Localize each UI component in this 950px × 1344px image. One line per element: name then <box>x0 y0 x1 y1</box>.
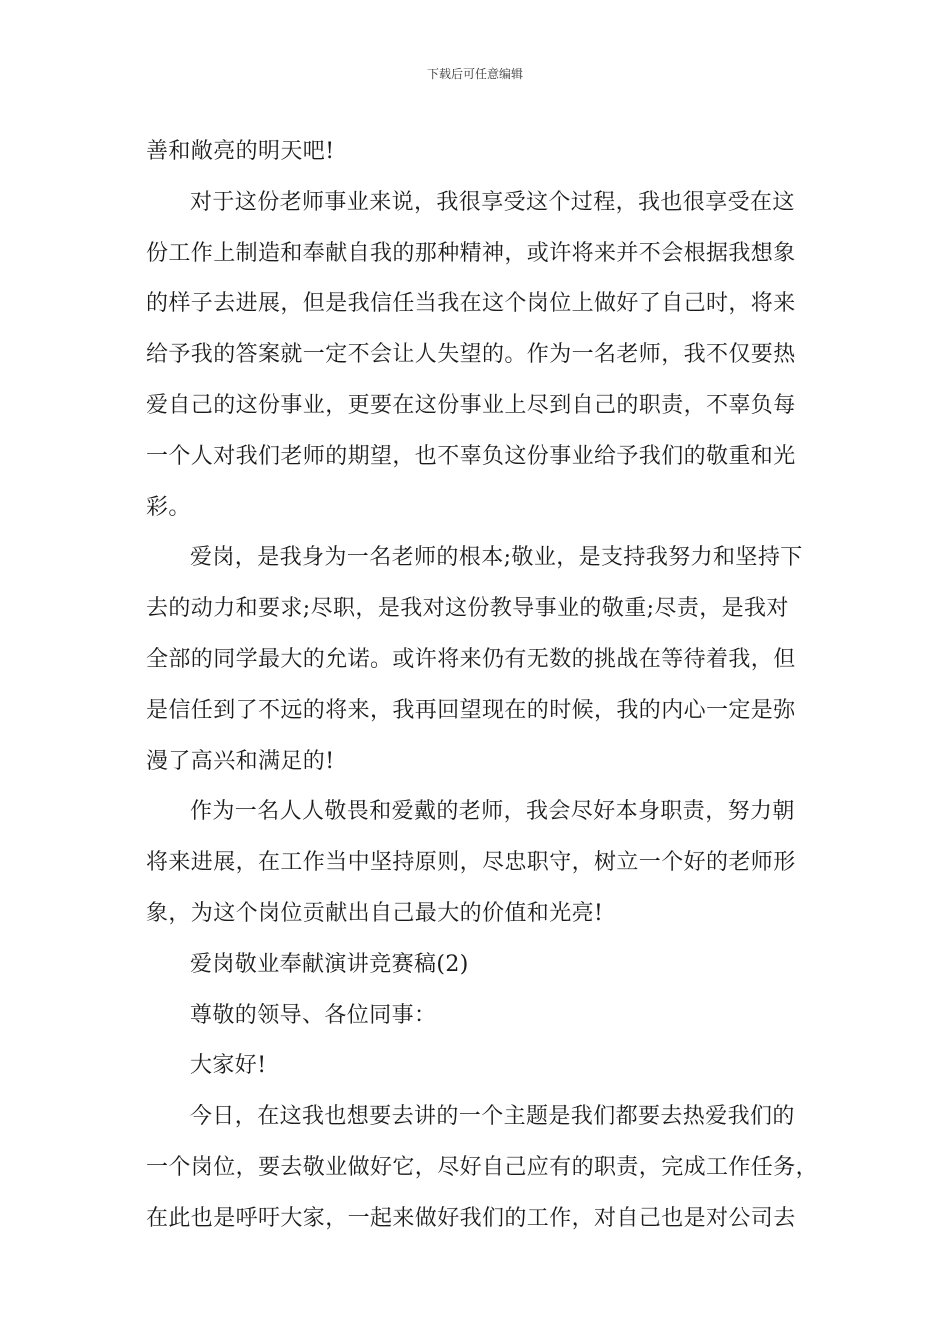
salutation: 尊敬的领导、各位同事： <box>190 1002 437 1028</box>
text-line-13: 漫了高兴和满足的! <box>146 748 335 774</box>
greeting: 大家好! <box>190 1053 267 1079</box>
text-line-20: 今日，在这我也想要去讲的一个主题是我们都要去热爱我们的 <box>190 1104 795 1130</box>
text-line-8: 彩。 <box>146 494 191 520</box>
text-line-7: 一个人对我们老师的期望，也不辜负这份事业给予我们的敬重和光 <box>146 443 796 469</box>
text-line-9: 爱岗，是我身为一名老师的根本;敬业，是支持我努力和坚持下 <box>190 545 803 571</box>
text-line-12: 是信任到了不远的将来，我再回望现在的时候，我的内心一定是弥 <box>146 697 796 723</box>
text-line-4: 的样子去进展，但是我信任当我在这个岗位上做好了自己时，将来 <box>146 291 796 317</box>
section-heading: 爱岗敬业奉献演讲竞赛稿(2) <box>190 951 469 977</box>
text-line-5: 给予我的答案就一定不会让人失望的。作为一名老师，我不仅要热 <box>146 342 796 368</box>
page-header: 下载后可任意编辑 <box>426 67 523 81</box>
text-line-6: 爱自己的这份事业，更要在这份事业上尽到自己的职责，不辜负每 <box>146 392 796 418</box>
text-line-22: 在此也是呼吁大家，一起来做好我们的工作，对自己也是对公司去 <box>146 1205 796 1231</box>
text-line-1: 善和敞亮的明天吧! <box>146 139 335 164</box>
text-line-21: 一个岗位，要去敬业做好它，尽好自己应有的职责，完成工作任务， <box>146 1154 819 1180</box>
text-line-16: 象，为这个岗位贡献出自己最大的价值和光亮! <box>146 900 604 926</box>
text-line-15: 将来进展，在工作当中坚持原则，尽忠职守，树立一个好的老师形 <box>146 850 796 876</box>
text-line-11: 全部的同学最大的允诺。或许将来仍有无数的挑战在等待着我，但 <box>146 646 796 672</box>
text-line-3: 份工作上制造和奉献自我的那种精神，或许将来并不会根据我想象 <box>146 240 796 266</box>
text-line-10: 去的动力和要求;尽职，是我对这份教导事业的敬重;尽责，是我对 <box>146 596 789 622</box>
document-body <box>146 127 819 1245</box>
text-line-2: 对于这份老师事业来说，我很享受这个过程，我也很享受在这 <box>190 189 795 215</box>
text-line-14: 作为一名人人敬畏和爱戴的老师，我会尽好本身职责，努力朝 <box>190 799 795 825</box>
